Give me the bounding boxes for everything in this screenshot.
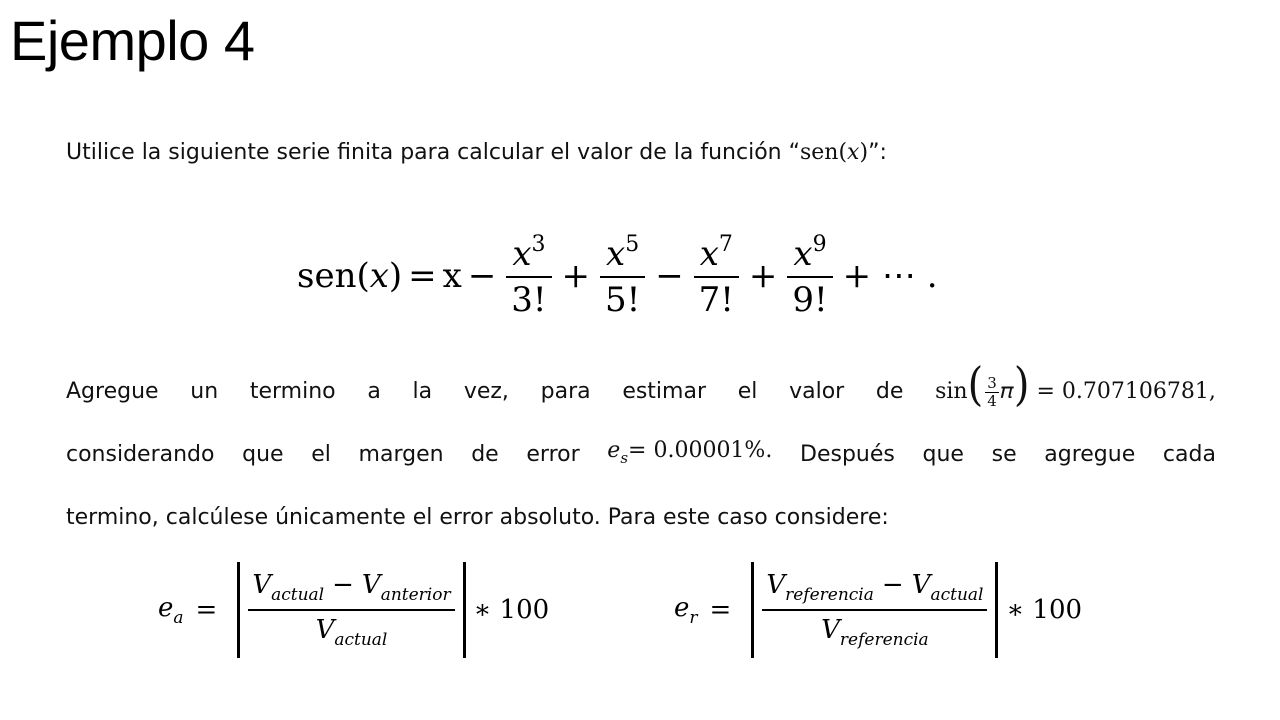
statement-word: valor [789,379,845,404]
statement-word: la [412,379,433,404]
sin-value: = 0.707106781, [1036,379,1216,404]
series-term [787,232,832,320]
intro-paragraph [66,140,887,165]
sin-argument-fraction [985,375,999,410]
er-denominator: 𝑉$_{𝑟𝑒𝑓𝑒𝑟𝑒𝑛𝑐𝑖𝑎}$ [821,615,929,650]
slide-title: Ejemplo 4 [10,9,255,72]
statement-word: un [190,379,219,404]
left-paren: ( [967,358,984,412]
intro-text: Utilice la siguiente serie finita para calcular el valor de la función “ [66,140,800,165]
term-denominator: 5! [604,280,641,320]
term-exponent: 9 [812,232,827,257]
er-subscript: 𝑟 [689,607,698,628]
series-tail: + ⋯ . [842,256,938,296]
series-sign: − [467,256,497,296]
series-lhs: sen(𝑥) [297,256,403,296]
statement-word: para [540,379,591,404]
series-sign: + [748,256,778,296]
term-exponent: 5 [625,232,640,257]
es-subscript: 𝑠 [620,449,629,467]
fraction-denominator: 4 [987,391,997,410]
statement-word: Después [800,442,895,467]
es-symbol: 𝑒 [607,438,621,463]
er-numerator: 𝑉$_{𝑟𝑒𝑓𝑒𝑟𝑒𝑛𝑐𝑖𝑎}$ − 𝑉$_{𝑎𝑐𝑡𝑢𝑎𝑙}$ [762,570,987,611]
right-paren: ) [1013,358,1030,412]
er-absolute-value [751,562,998,658]
statement-line-2 [66,423,1216,486]
statement-word: de [875,379,904,404]
ea-subscript: 𝑎 [173,607,184,628]
term-base: 𝑥 [606,234,626,274]
term-exponent: 3 [531,232,546,257]
series-sign: + [561,256,591,296]
intro-function: sen(𝑥) [800,140,869,165]
statement-word: error [526,442,580,467]
statement-paragraph [66,360,1216,549]
statement-word: estimar [622,379,707,404]
es-value: = 0.00001%. [628,438,773,463]
er-equals: = [709,595,732,625]
term-denominator: 7! [698,280,734,320]
statement-closing: termino, calcúlese únicamente el error absoluto. Para este caso considere: [66,505,889,530]
formula-relative-error [674,560,1082,660]
statement-word: el [737,379,758,404]
series-term [506,232,551,320]
fraction-numerator: 3 [987,373,997,392]
er-multiplier: ∗ 100 [1006,595,1083,625]
ea-multiplier: ∗ 100 [473,595,550,625]
ea-equals: = [195,595,218,625]
series-first-term: x [442,256,462,296]
statement-word: que [922,442,964,467]
term-exponent: 7 [718,232,733,257]
series-equation [297,216,944,336]
statement-word: vez, [463,379,509,404]
pi-symbol: 𝜋 [1000,379,1014,404]
error-threshold [607,419,772,490]
statement-word: termino [249,379,336,404]
statement-word: agregue [1044,442,1136,467]
ea-denominator: 𝑉$_{𝑎𝑐𝑡𝑢𝑎𝑙}$ [315,615,388,650]
statement-line-3 [66,486,1216,549]
statement-word: que [242,442,284,467]
ea-absolute-value [237,562,465,658]
er-lhs: 𝑒$_𝑟$ [674,592,698,628]
statement-word: se [991,442,1017,467]
term-denominator: 3! [511,280,547,320]
statement-word: considerando [66,442,215,467]
statement-word: margen [358,442,444,467]
statement-word: de [471,442,499,467]
statement-line-1 [66,360,1216,423]
sin-expression [935,360,1216,423]
statement-word: a [367,379,381,404]
statement-word: cada [1162,442,1216,467]
formula-absolute-error [158,560,549,660]
statement-word: el [311,442,331,467]
series-sign: − [655,256,684,296]
sin-label: sin [935,379,968,404]
er-fraction [762,570,987,650]
ea-numerator: 𝑉$_{𝑎𝑐𝑡𝑢𝑎𝑙}$ − 𝑉$_{𝑎𝑛𝑡𝑒𝑟𝑖𝑜𝑟}$ [248,570,454,611]
term-base: 𝑥 [512,234,532,274]
statement-word: Agregue [66,379,159,404]
ea-fraction [248,570,454,650]
term-base: 𝑥 [793,234,813,274]
term-denominator: 9! [792,280,828,320]
intro-text-end: ”: [868,140,887,165]
term-base: 𝑥 [699,234,719,274]
series-term [694,232,739,320]
ea-lhs: 𝑒$_𝑎$ [158,592,184,628]
series-term [600,232,645,320]
series-equals: = [408,256,437,296]
